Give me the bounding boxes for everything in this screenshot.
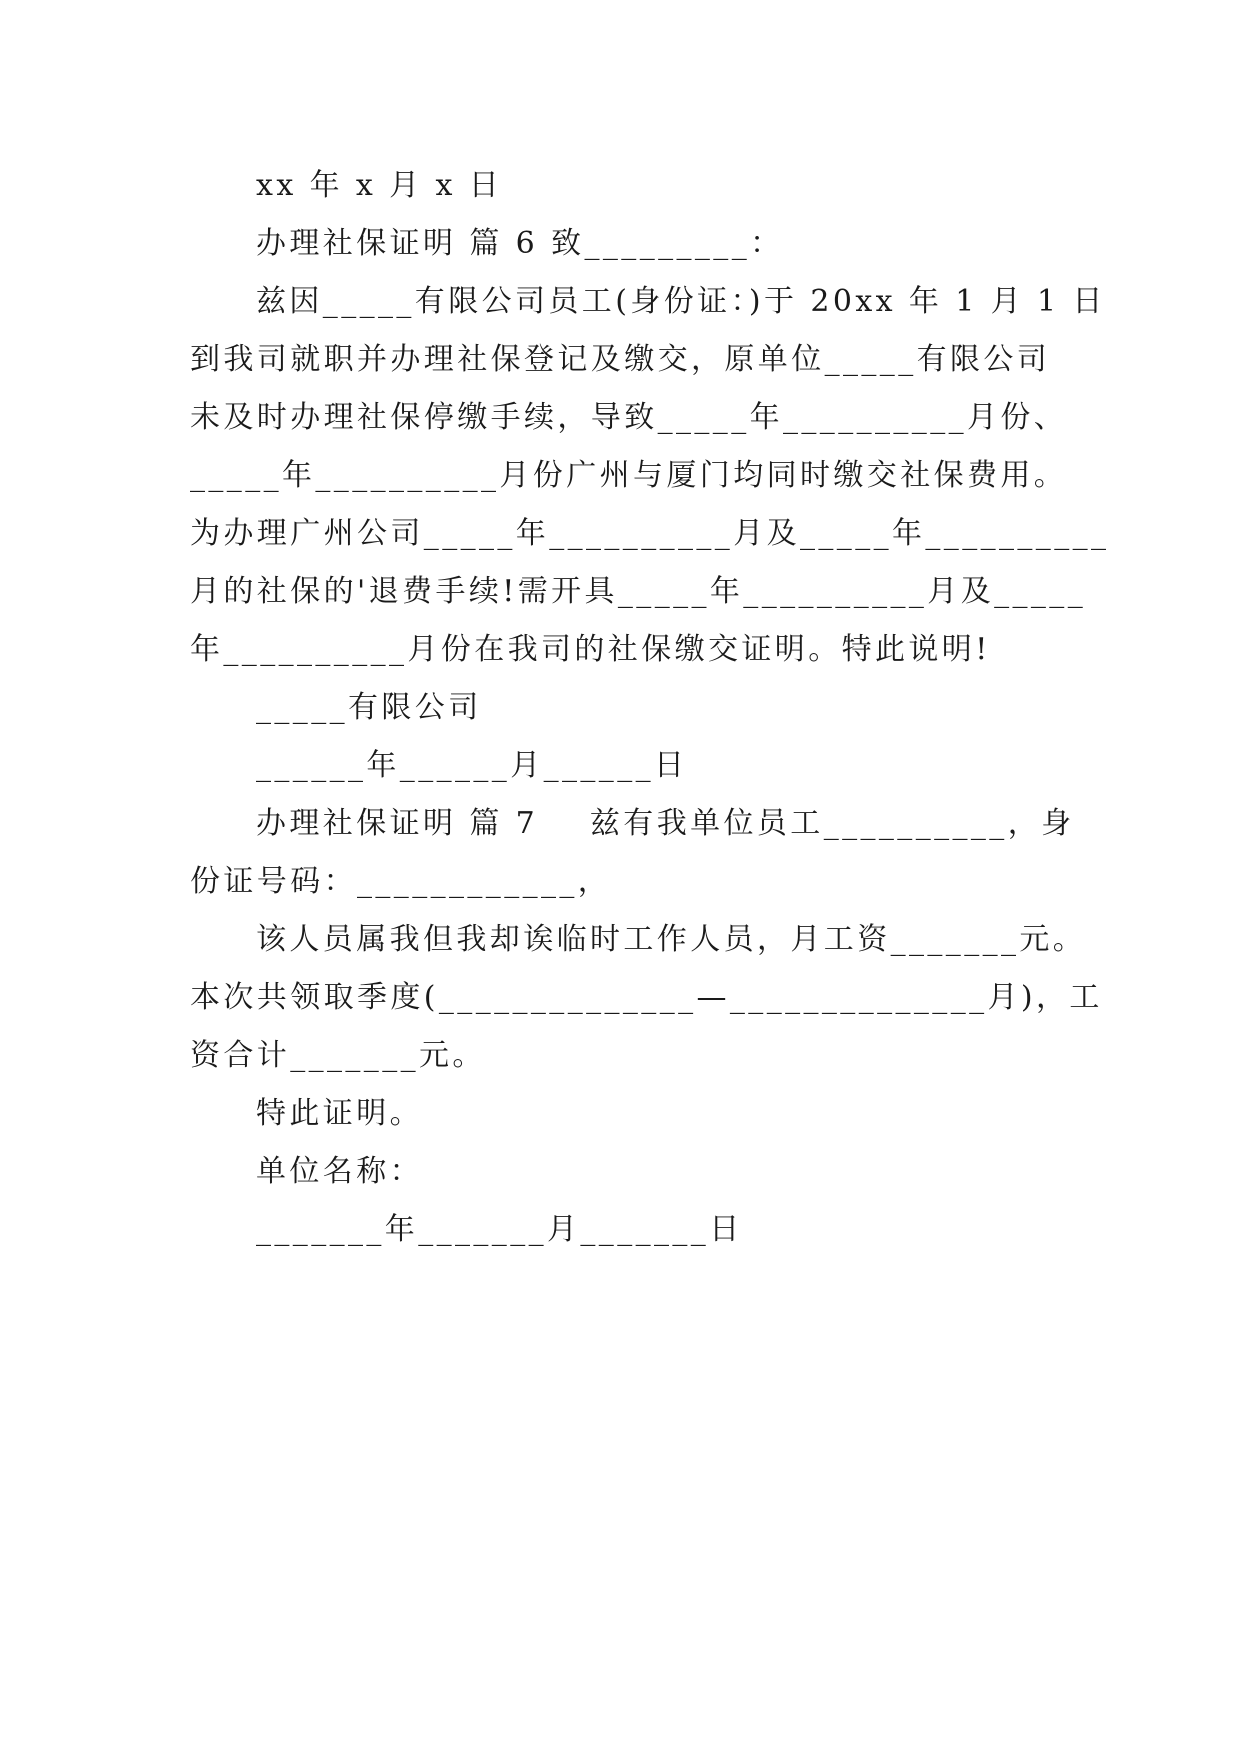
section-6-heading: 办理社保证明 篇 6 致_________： (256, 226, 784, 261)
paragraph-line: 未及时办理社保停缴手续，导致_____年__________月份、 (190, 400, 1068, 435)
paragraph-line: 年__________月份在我司的社保缴交证明。特此说明! (190, 632, 991, 667)
paragraph-line: 资合计_______元。 (190, 1038, 486, 1073)
paragraph-line: 到我司就职并办理社保登记及缴交，原单位_____有限公司 (190, 342, 1051, 377)
section-7-heading: 办理社保证明 篇 7 兹有我单位员工__________，身 (256, 806, 1075, 841)
company-signature: _____有限公司 (256, 690, 482, 725)
date-line: xx 年 x 月 x 日 (256, 168, 503, 203)
paragraph-line: 月的社保的'退费手续!需开具_____年__________月及_____ (190, 574, 1087, 609)
signature-date: _______年_______月_______日 (256, 1212, 743, 1247)
signature-date: ______年______月______日 (256, 748, 688, 783)
paragraph-line: 为办理广州公司_____年__________月及_____年__________ (190, 516, 1110, 551)
certification-statement: 特此证明。 (256, 1096, 423, 1131)
unit-name-label: 单位名称： (256, 1154, 423, 1189)
paragraph-line: 本次共领取季度(______________—______________月)，工 (190, 980, 1103, 1015)
paragraph-line: 份证号码：____________， (190, 864, 612, 899)
paragraph-line: 该人员属我但我却诶临时工作人员，月工资_______元。 (256, 922, 1087, 957)
paragraph-line: _____年__________月份广州与厦门均同时缴交社保费用。 (190, 458, 1068, 493)
paragraph-line: 兹因_____有限公司员工(身份证：)于 20xx 年 1 月 1 日 (256, 284, 1106, 319)
